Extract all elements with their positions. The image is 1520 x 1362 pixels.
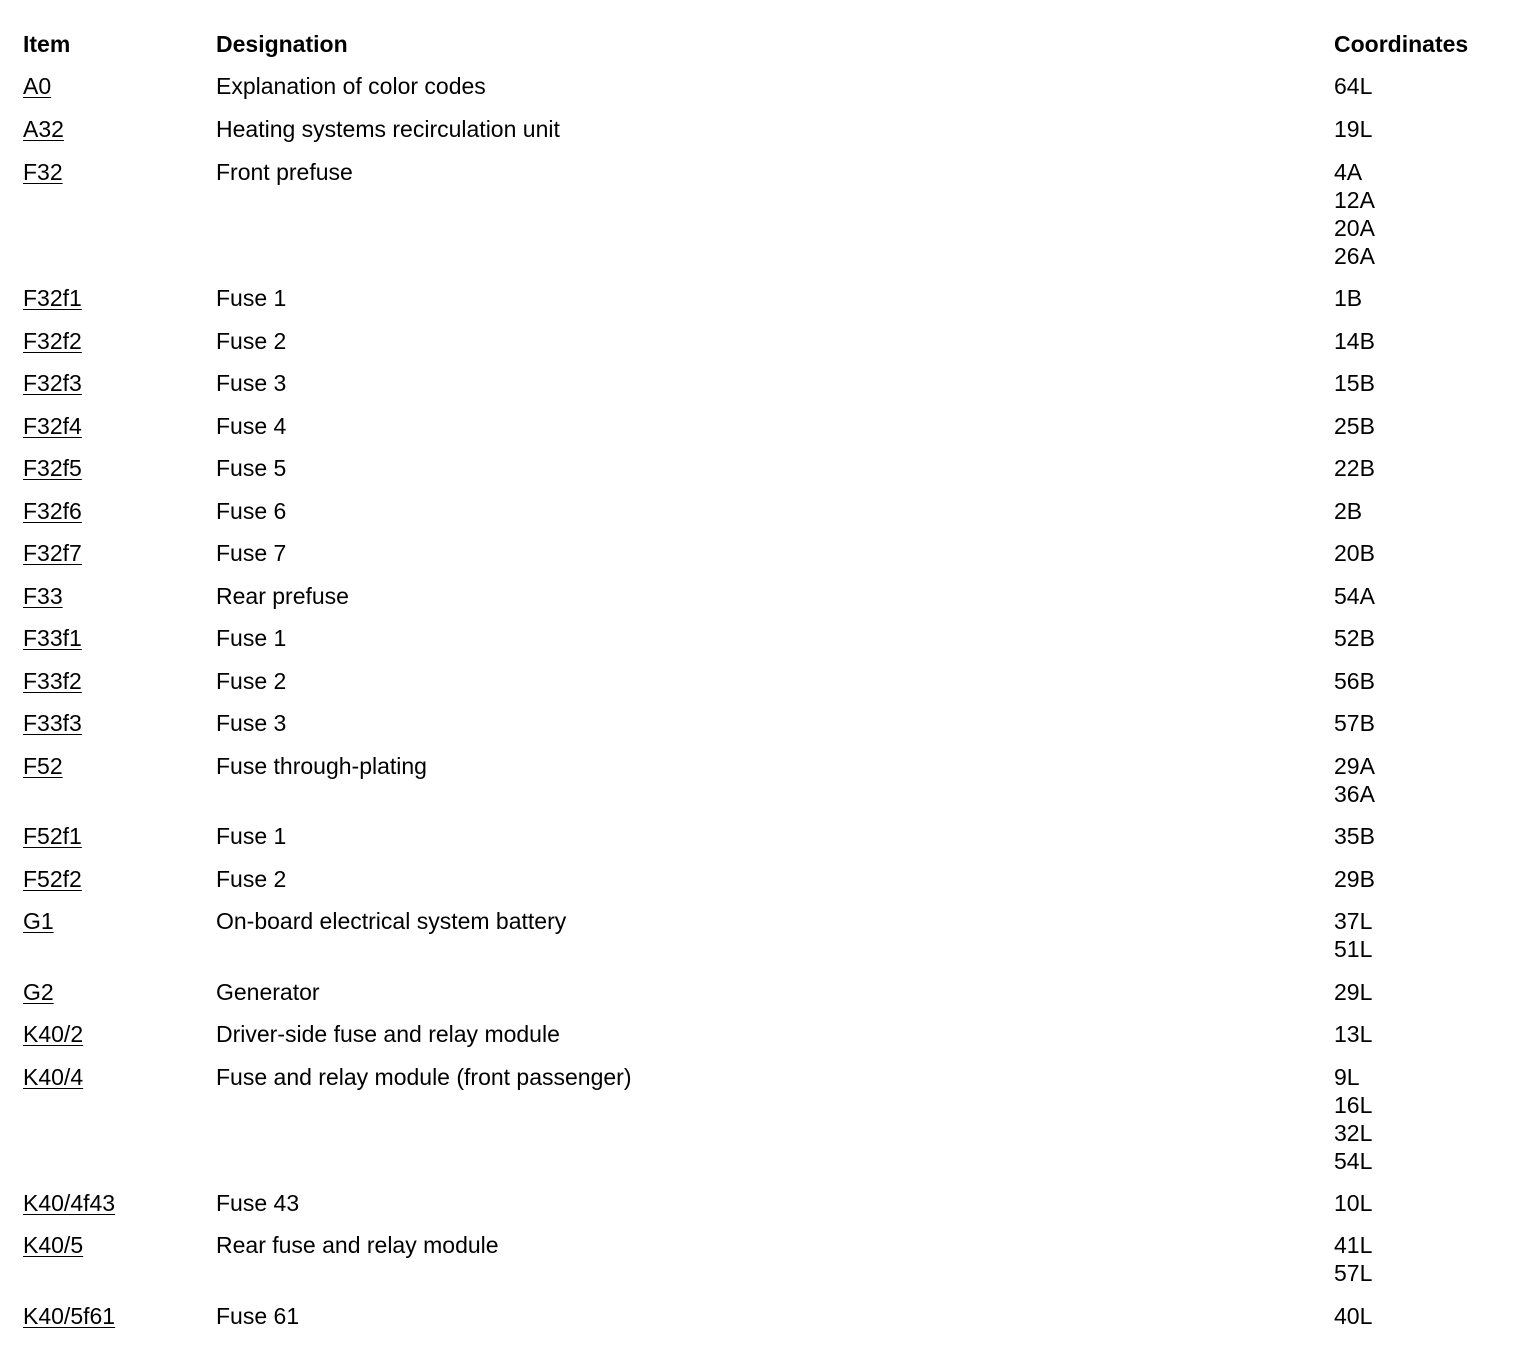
designation-text: Front prefuse <box>216 159 353 185</box>
coordinate-value: 9L <box>1334 1064 1360 1090</box>
designation-text: Fuse 1 <box>216 625 287 651</box>
coordinate-value: 29L <box>1334 979 1373 1005</box>
coordinates-cell <box>1334 1231 1372 1287</box>
header-item: Item <box>23 31 71 57</box>
item-link[interactable]: F32f1 <box>23 285 82 311</box>
coordinates-cell <box>1334 158 1375 270</box>
coordinate-value: 52B <box>1334 625 1375 651</box>
coordinate-value: 26A <box>1334 243 1375 269</box>
item-link[interactable]: F52f2 <box>23 866 82 892</box>
item-link[interactable]: F32f3 <box>23 370 82 396</box>
item-link[interactable]: F33f1 <box>23 625 82 651</box>
designation-text: Fuse 61 <box>216 1303 300 1329</box>
item-link[interactable]: F33 <box>23 583 63 609</box>
designation-text: Driver-side fuse and relay module <box>216 1021 560 1047</box>
coordinates-cell <box>1334 822 1375 850</box>
designation-text: Fuse 2 <box>216 328 287 354</box>
item-link[interactable]: F52 <box>23 753 63 779</box>
coordinate-value: 19L <box>1334 116 1373 142</box>
coordinate-value: 32L <box>1334 1120 1373 1146</box>
designation-text: Rear fuse and relay module <box>216 1232 499 1258</box>
coordinate-value: 57B <box>1334 710 1375 736</box>
coordinate-value: 2B <box>1334 498 1363 524</box>
coordinate-value: 10L <box>1334 1190 1373 1216</box>
designation-text: Fuse 5 <box>216 455 287 481</box>
coordinates-cell <box>1334 907 1372 963</box>
designation-text: Fuse 6 <box>216 498 287 524</box>
coordinate-value: 54L <box>1334 1148 1373 1174</box>
designation-text: Fuse 4 <box>216 413 287 439</box>
coordinates-cell <box>1334 709 1375 737</box>
item-link[interactable]: G1 <box>23 908 54 934</box>
coordinate-value: 37L <box>1334 908 1373 934</box>
designation-text: Fuse 7 <box>216 540 287 566</box>
item-link[interactable]: K40/2 <box>23 1021 84 1047</box>
coordinates-cell <box>1334 1063 1372 1175</box>
designation-text: Explanation of color codes <box>216 73 486 99</box>
coordinates-cell <box>1334 284 1362 312</box>
coordinates-cell <box>1334 582 1375 610</box>
item-link[interactable]: F32f7 <box>23 540 82 566</box>
coordinate-value: 14B <box>1334 328 1375 354</box>
designation-text: Fuse 1 <box>216 285 287 311</box>
coordinates-cell <box>1334 865 1375 893</box>
coordinate-value: 1B <box>1334 285 1363 311</box>
designation-text: Fuse through-plating <box>216 753 427 779</box>
coordinate-value: 22B <box>1334 455 1375 481</box>
item-link[interactable]: G2 <box>23 979 54 1005</box>
designation-text: Fuse and relay module (front passenger) <box>216 1064 632 1090</box>
item-link[interactable]: K40/5 <box>23 1232 84 1258</box>
coordinates-cell <box>1334 1302 1372 1330</box>
coordinates-cell <box>1334 539 1375 567</box>
coordinate-value: 64L <box>1334 73 1373 99</box>
item-link[interactable]: F52f1 <box>23 823 82 849</box>
item-link[interactable]: F32f5 <box>23 455 82 481</box>
coordinates-cell <box>1334 412 1375 440</box>
coordinate-value: 13L <box>1334 1021 1373 1047</box>
designation-text: Rear prefuse <box>216 583 349 609</box>
coordinate-value: 41L <box>1334 1232 1373 1258</box>
coordinates-cell <box>1334 624 1375 652</box>
designation-text: Fuse 3 <box>216 370 287 396</box>
item-link[interactable]: A32 <box>23 116 64 142</box>
coordinate-value: 12A <box>1334 187 1375 213</box>
coordinate-value: 29B <box>1334 866 1375 892</box>
coordinate-value: 4A <box>1334 159 1363 185</box>
designation-text: Fuse 43 <box>216 1190 300 1216</box>
coordinates-cell <box>1334 327 1375 355</box>
coordinate-value: 40L <box>1334 1303 1373 1329</box>
item-link[interactable]: F33f2 <box>23 668 82 694</box>
coordinate-value: 36A <box>1334 781 1375 807</box>
coordinates-cell <box>1334 752 1375 808</box>
coordinate-value: 56B <box>1334 668 1375 694</box>
coordinates-cell <box>1334 115 1372 143</box>
item-link[interactable]: F33f3 <box>23 710 82 736</box>
item-link[interactable]: K40/5f61 <box>23 1303 116 1329</box>
item-link[interactable]: F32f2 <box>23 328 82 354</box>
coordinate-value: 20B <box>1334 540 1375 566</box>
coordinates-cell <box>1334 454 1375 482</box>
header-coordinates: Coordinates <box>1334 31 1469 57</box>
coordinate-value: 51L <box>1334 936 1373 962</box>
item-link[interactable]: F32 <box>23 159 63 185</box>
item-link[interactable]: F32f4 <box>23 413 82 439</box>
designation-text: Fuse 3 <box>216 710 287 736</box>
item-link[interactable]: F32f6 <box>23 498 82 524</box>
coordinate-value: 54A <box>1334 583 1375 609</box>
coordinates-cell <box>1334 978 1372 1006</box>
item-link[interactable]: K40/4 <box>23 1064 84 1090</box>
item-link[interactable]: A0 <box>23 73 52 99</box>
designation-text: Fuse 2 <box>216 668 287 694</box>
designation-text: Generator <box>216 979 320 1005</box>
coordinates-cell <box>1334 72 1372 100</box>
coordinates-cell <box>1334 369 1375 397</box>
designation-text: Heating systems recirculation unit <box>216 116 560 142</box>
designation-text: Fuse 2 <box>216 866 287 892</box>
coordinate-value: 20A <box>1334 215 1375 241</box>
coordinates-cell <box>1334 1020 1372 1048</box>
coordinate-value: 25B <box>1334 413 1375 439</box>
coordinates-cell <box>1334 497 1362 525</box>
coordinate-value: 35B <box>1334 823 1375 849</box>
coordinate-value: 29A <box>1334 753 1375 779</box>
header-designation: Designation <box>216 31 348 57</box>
coordinates-cell <box>1334 1189 1372 1217</box>
coordinate-value: 57L <box>1334 1260 1373 1286</box>
item-link[interactable]: K40/4f43 <box>23 1190 116 1216</box>
designation-text: Fuse 1 <box>216 823 287 849</box>
coordinate-value: 15B <box>1334 370 1375 396</box>
coordinates-cell <box>1334 667 1375 695</box>
coordinate-value: 16L <box>1334 1092 1373 1118</box>
designation-text: On-board electrical system battery <box>216 908 567 934</box>
